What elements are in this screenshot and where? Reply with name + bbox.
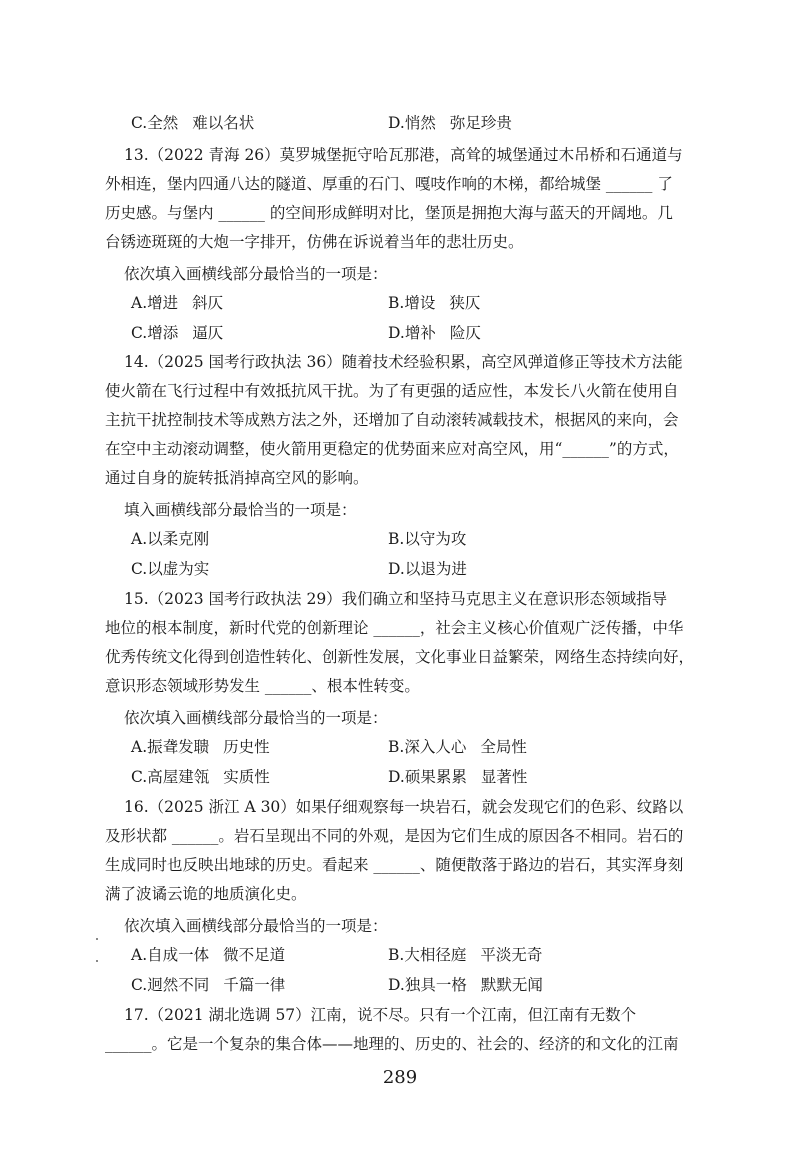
option-word: 全然 (147, 114, 179, 132)
option-letter: C. (131, 560, 148, 578)
q14-line-5: 通过自身的旋转抵消掉高空风的影响。 (105, 469, 369, 487)
option-word: 千篇一律 (223, 976, 286, 994)
q16-option-a (131, 944, 285, 966)
q14-instruction: 填入画横线部分最恰当的一项是： (124, 501, 357, 519)
option-word: 难以名状 (192, 114, 255, 132)
option-word: 增补 (404, 324, 436, 342)
q12-option-d (388, 112, 512, 134)
option-word: 微不足道 (223, 946, 286, 964)
option-word: 深入人心 (404, 738, 467, 756)
q16-instruction: 依次填入画横线部分最恰当的一项是： (124, 917, 388, 935)
option-word: 以柔克刚 (147, 530, 210, 548)
q15-line-1: 15.（2023 国考行政执法 29）我们确立和坚持马克思主义在意识形态领域指导 (124, 590, 668, 608)
option-word: 狭仄 (449, 294, 481, 312)
option-word: 增设 (404, 294, 436, 312)
option-word: 实质性 (223, 768, 270, 786)
option-word: 高屋建瓴 (147, 768, 210, 786)
option-letter: D. (388, 324, 405, 342)
q13-option-b (388, 292, 480, 314)
option-letter: B. (388, 530, 405, 548)
q13-line-2: 外相连，堡内四通八达的隧道、厚重的石门、嘎吱作响的木梯，都给城堡 ______ 了 (105, 175, 673, 193)
option-word: 增进 (147, 294, 179, 312)
option-word: 硕果累累 (404, 768, 467, 786)
option-word: 平淡无奇 (480, 946, 543, 964)
option-letter: D. (388, 114, 405, 132)
option-letter: C. (131, 976, 148, 994)
q14-line-2: 使火箭在飞行过程中有效抵抗风干扰。为了有更强的适应性，本发长八火箭在使用自 (105, 382, 679, 400)
option-word: 历史性 (223, 738, 270, 756)
option-letter: D. (388, 768, 405, 786)
q16-line-3: 生成同时也反映出地球的历史。看起来 ______、随便散落于路边的岩石，其实浑身刻 (105, 856, 684, 874)
option-word: 斜仄 (192, 294, 224, 312)
option-word: 险仄 (449, 324, 481, 342)
q13-line-3: 历史感。与堡内 ______ 的空间形成鲜明对比，堡顶是拥抱大海与蓝天的开阔地。几 (105, 204, 673, 222)
q16-line-4: 满了波谲云诡的地质演化史。 (105, 885, 307, 903)
q15-option-d (388, 766, 527, 788)
q14-option-c (131, 558, 209, 580)
q15-option-b (388, 736, 527, 758)
option-word: 逼仄 (192, 324, 224, 342)
q15-line-2: 地位的根本制度，新时代党的创新理论 ______，社会主义核心价值观广泛传播，中华 (105, 619, 684, 637)
q14-line-3: 主抗干扰控制技术等成熟方法之外，还增加了自动滚转减载技术，根据风的来向，会 (105, 411, 679, 429)
q13-line-1: 13.（2022 青海 26）莫罗城堡扼守哈瓦那港，高耸的城堡通过木吊桥和石通道与 (124, 146, 683, 164)
option-word: 自成一体 (147, 946, 210, 964)
q14-option-b (388, 528, 466, 550)
option-letter: D. (388, 560, 405, 578)
q16-line-1: 16.（2025 浙江 A 30）如果仔细观察每一块岩石，就会发现它们的色彩、纹路以 (124, 798, 684, 816)
q15-option-a (131, 736, 270, 758)
q15-instruction: 依次填入画横线部分最恰当的一项是： (124, 709, 388, 727)
option-word: 悄然 (404, 114, 436, 132)
q13-instruction: 依次填入画横线部分最恰当的一项是： (124, 265, 388, 283)
option-word: 大相径庭 (404, 946, 467, 964)
option-letter: C. (131, 114, 148, 132)
option-word: 以虚为实 (147, 560, 210, 578)
option-word: 全局性 (480, 738, 527, 756)
option-word: 迥然不同 (147, 976, 210, 994)
option-word: 显著性 (480, 768, 528, 786)
q15-line-4: 意识形态领域形势发生 ______、根本性转变。 (105, 677, 420, 695)
option-word: 以守为攻 (404, 530, 467, 548)
q13-option-a (131, 292, 223, 314)
q14-line-1: 14.（2025 国考行政执法 36）随着技术经验积累，高空风弹道修正等技术方法能 (124, 353, 683, 371)
option-word: 弥足珍贵 (449, 114, 512, 132)
option-word: 以退为进 (404, 560, 467, 578)
option-letter: B. (388, 738, 405, 756)
q14-option-d (388, 558, 467, 580)
q13-option-c (131, 322, 223, 344)
q13-option-d (388, 322, 481, 344)
scan-speck (96, 960, 98, 962)
page-number: 289 (382, 1067, 418, 1088)
q17-line-1: 17.（2021 湖北选调 57）江南，说不尽。只有一个江南，但江南有无数个 (124, 1006, 637, 1024)
option-letter: A. (131, 946, 148, 964)
option-letter: A. (131, 738, 148, 756)
q16-line-2: 及形状都 ______。岩石呈现出不同的外观，是因为它们生成的原因各不相同。岩石的 (105, 827, 684, 845)
scan-speck (96, 938, 98, 940)
q16-option-c (131, 974, 285, 996)
option-word: 增添 (147, 324, 179, 342)
option-letter: D. (388, 976, 405, 994)
option-letter: B. (388, 946, 405, 964)
option-word: 默默无闻 (480, 976, 543, 994)
q13-line-4: 台锈迹斑斑的大炮一字排开，仿佛在诉说着当年的悲壮历史。 (105, 233, 524, 251)
option-word: 振聋发聩 (147, 738, 210, 756)
option-word: 独具一格 (404, 976, 467, 994)
q15-option-c (131, 766, 270, 788)
q15-line-3: 优秀传统文化得到创造性转化、创新性发展，文化事业日益繁荣，网络生态持续向好， (105, 648, 695, 666)
option-letter: A. (131, 294, 148, 312)
option-letter: A. (131, 530, 148, 548)
option-letter: B. (388, 294, 405, 312)
q14-option-a (131, 528, 209, 550)
q14-line-4: 在空中主动滚动调整，使火箭用更稳定的优势面来应对高空风，用“______”的方式， (105, 440, 679, 458)
option-letter: C. (131, 324, 148, 342)
q12-option-c (131, 112, 254, 134)
option-letter: C. (131, 768, 148, 786)
q16-option-b (388, 944, 542, 966)
q16-option-d (388, 974, 543, 996)
q17-line-2: ______。它是一个复杂的集合体——地理的、历史的、社会的、经济的和文化的江南 (105, 1035, 679, 1053)
